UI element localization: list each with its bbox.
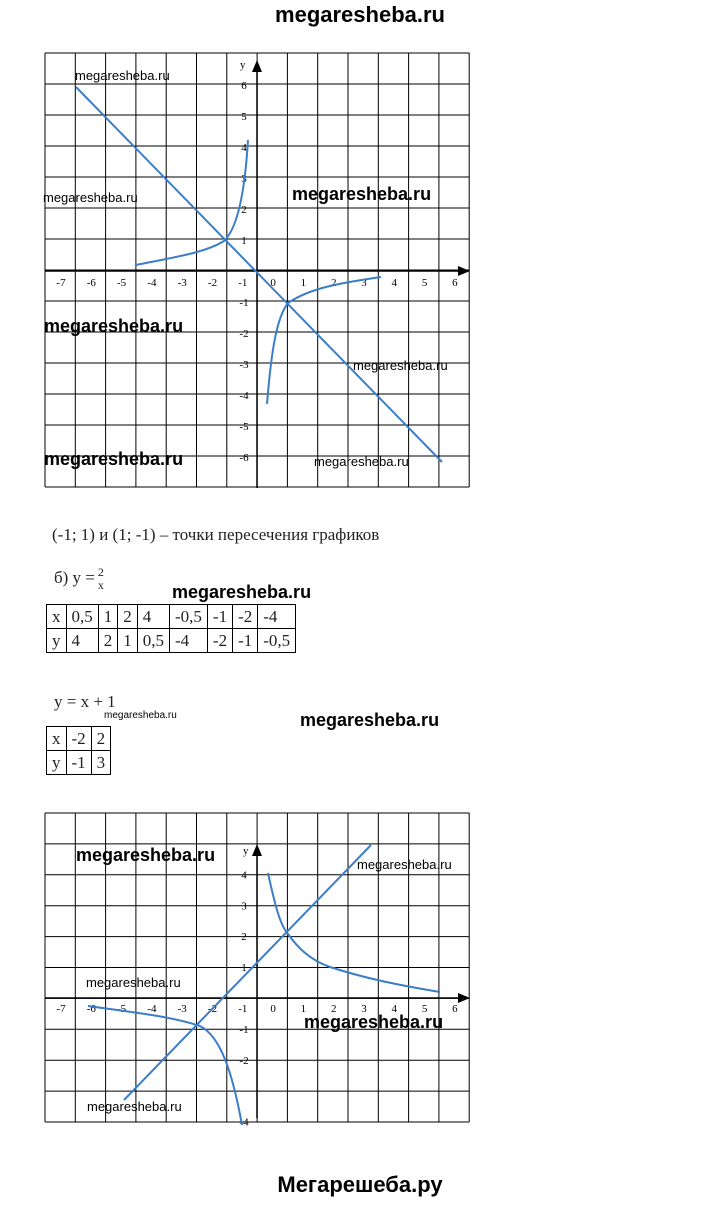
table-cell: -2 <box>207 629 232 653</box>
table-cell: 0,5 <box>66 605 98 629</box>
x-tick-label: -1 <box>238 277 248 289</box>
x-tick-label: -3 <box>177 1003 187 1015</box>
site-header: megaresheba.ru <box>275 2 445 27</box>
watermark: megaresheba.ru <box>304 1012 444 1032</box>
x-tick-label: 2 <box>330 1003 337 1015</box>
x-tick-label: -1 <box>238 1003 248 1015</box>
table-cell: -2 <box>66 727 91 751</box>
table-cell: 2 <box>91 727 111 751</box>
watermark: megaresheba.ru <box>353 358 448 373</box>
x-tick-label: -4 <box>147 1003 157 1015</box>
table-cell: -4 <box>170 629 208 653</box>
y-tick-label: 2 <box>241 931 247 944</box>
x-tick-label: 6 <box>452 277 458 289</box>
watermark: megaresheba.ru <box>76 845 216 865</box>
y-tick-label: -1 <box>239 1023 249 1036</box>
watermark: megaresheba.ru <box>104 710 177 721</box>
x-tick-label: -3 <box>177 277 187 289</box>
x-tick-label: 3 <box>361 277 367 289</box>
y-tick-label: 3 <box>241 173 247 185</box>
graph-1-y-label: y <box>240 59 246 71</box>
watermark: megaresheba.ru <box>314 454 409 469</box>
graph-2-y-label: y <box>243 845 249 857</box>
y-tick-label: -5 <box>239 421 249 433</box>
fraction-denominator: x <box>97 578 104 592</box>
x-tick-label: -4 <box>147 277 157 289</box>
watermark: megaresheba.ru <box>43 190 138 205</box>
table-cell: -1 <box>66 751 91 775</box>
table-cell: -2 <box>233 605 258 629</box>
graph-2-hyperbola-right <box>268 873 440 992</box>
y-tick-label: 4 <box>241 869 247 882</box>
table-cell: 4 <box>66 629 98 653</box>
y-tick-label: -4 <box>239 390 249 402</box>
x-tick-label: 0 <box>270 277 276 289</box>
fraction-numerator: 2 <box>97 565 104 579</box>
y-tick-label: 2 <box>241 204 247 216</box>
table-header-x: x <box>47 605 67 629</box>
x-tick-label: -2 <box>207 277 218 289</box>
watermark: megaresheba.ru <box>172 582 312 602</box>
x-tick-label: 2 <box>330 277 337 289</box>
function-b-prefix: б) y = <box>54 567 95 587</box>
watermark: megaresheba.ru <box>75 68 170 83</box>
line-equation: y = x + 1 <box>54 692 116 711</box>
site-footer: Мегарешеба.ру <box>277 1172 443 1197</box>
x-tick-label: 5 <box>421 277 428 289</box>
table-header-y: y <box>47 751 67 775</box>
x-tick-label: -5 <box>117 277 127 289</box>
watermark: megaresheba.ru <box>292 184 432 204</box>
x-tick-label: 3 <box>361 1003 367 1015</box>
x-tick-label: 1 <box>300 1003 307 1015</box>
table-cell: 1 <box>118 629 138 653</box>
x-tick-label: -5 <box>117 1003 127 1015</box>
x-tick-label: -7 <box>56 277 66 289</box>
graph-2-y-ticks <box>239 869 249 1128</box>
y-tick-label: 6 <box>241 80 247 92</box>
y-tick-label: -6 <box>239 452 249 464</box>
y-tick-label: -3 <box>239 359 249 371</box>
table-header-x: x <box>47 727 67 751</box>
y-tick-label: -1 <box>239 297 249 309</box>
table-cell: 3 <box>91 751 111 775</box>
y-tick-label: -2 <box>239 328 249 340</box>
y-tick-label: -2 <box>239 1054 249 1067</box>
x-tick-label: 5 <box>421 1003 428 1015</box>
table-cell: 2 <box>98 629 118 653</box>
table-cell: 0,5 <box>137 629 169 653</box>
y-tick-label: 3 <box>241 900 247 913</box>
watermark: megaresheba.ru <box>44 449 184 469</box>
table-cell: -1 <box>233 629 258 653</box>
y-tick-label: 4 <box>241 142 247 154</box>
x-tick-label: -6 <box>86 1003 96 1015</box>
table-cell: -0,5 <box>258 629 296 653</box>
x-tick-label: -7 <box>56 1003 66 1015</box>
x-tick-label: 1 <box>300 277 307 289</box>
table-cell: 2 <box>118 605 138 629</box>
watermark: megaresheba.ru <box>87 1099 182 1114</box>
y-tick-label: 1 <box>241 235 247 247</box>
table-cell: -4 <box>258 605 296 629</box>
watermark: megaresheba.ru <box>44 316 184 336</box>
table-header-y: y <box>47 629 67 653</box>
x-tick-label: 4 <box>391 277 398 289</box>
y-tick-label: -4 <box>239 1116 249 1129</box>
x-tick-label: 0 <box>270 1003 276 1015</box>
watermark: megaresheba.ru <box>357 857 452 872</box>
table-cell: 4 <box>137 605 169 629</box>
table-cell: 1 <box>98 605 118 629</box>
y-tick-label: 1 <box>241 962 247 975</box>
x-tick-label: -2 <box>207 1003 218 1015</box>
x-tick-label: 6 <box>452 1003 458 1015</box>
intersection-answer: (-1; 1) и (1; -1) – точки пересечения графиков <box>52 525 380 544</box>
x-tick-label: -6 <box>86 277 96 289</box>
table-cell: -0,5 <box>170 605 208 629</box>
table-cell: -1 <box>207 605 232 629</box>
watermark: megaresheba.ru <box>86 975 181 990</box>
y-tick-label: 5 <box>241 111 247 123</box>
x-tick-label: 4 <box>391 1003 398 1015</box>
watermark: megaresheba.ru <box>300 710 440 730</box>
